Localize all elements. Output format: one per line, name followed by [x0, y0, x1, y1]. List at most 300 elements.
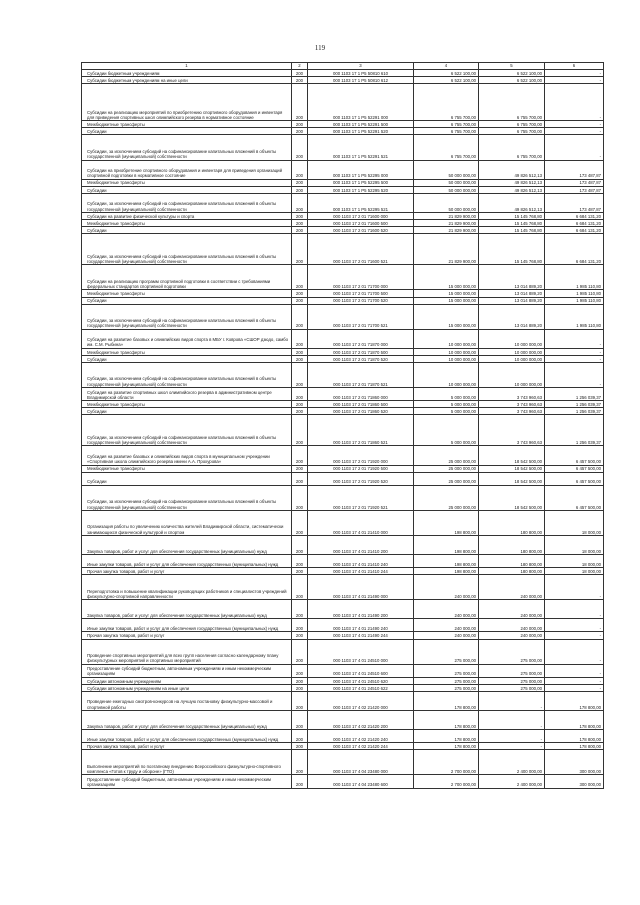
row-name: Субсидии бюджетным учреждениям на иные цели [82, 77, 292, 84]
table-row [82, 84, 604, 121]
row-executed-amount: 15 145 768,80 [479, 212, 545, 219]
row-plan-amount: 21 829 900,00 [414, 227, 479, 234]
row-code: 200 [292, 446, 308, 465]
row-code: 200 [292, 220, 308, 227]
table-row [82, 220, 604, 227]
table-row [82, 472, 604, 485]
row-executed-amount: 15 145 768,80 [479, 220, 545, 227]
column-header: 4 [414, 63, 479, 70]
table-row [82, 485, 604, 510]
row-code: 200 [292, 329, 308, 348]
row-plan-amount: 198 800,00 [414, 510, 479, 535]
table-row [82, 619, 604, 632]
row-unexecuted-amount: - [545, 600, 604, 619]
row-name: Предоставление субсидий бюджетным, автономным учреждениям и иным некоммерческим организациям [82, 664, 292, 677]
row-kbk: 000 1103 17 1 Р5 52291 521 [308, 135, 414, 160]
row-executed-amount: - [479, 730, 545, 743]
row-name: Субсидии, за исключением субсидий на софинансирование капитальных вложений в объекты государственной (муниципальной) собственности [82, 415, 292, 446]
table-row [82, 730, 604, 743]
row-kbk: 000 1103 17 2 01 71860 000 [308, 388, 414, 401]
row-code: 200 [292, 179, 308, 186]
row-kbk: 000 1103 17 4 04 23480 000 [308, 750, 414, 775]
row-plan-amount: 275 000,00 [414, 677, 479, 684]
row-unexecuted-amount: 6 457 500,00 [545, 465, 604, 472]
row-executed-amount: - [479, 743, 545, 750]
table-row [82, 329, 604, 348]
row-name: Выполнение мероприятий по поэтапному внедрению Всероссийского физкультурно-спортивного комплекса «Готов к труду и обороне» (ГТО) [82, 750, 292, 775]
table-row [82, 408, 604, 415]
row-unexecuted-amount: 1 256 039,37 [545, 408, 604, 415]
row-kbk: 000 1103 17 2 01 71860 521 [308, 415, 414, 446]
row-name: Субсидии автономным учреждениям [82, 677, 292, 684]
row-code: 200 [292, 415, 308, 446]
row-kbk: 000 1103 17 2 01 71600 521 [308, 234, 414, 265]
table-row [82, 415, 604, 446]
table-row [82, 234, 604, 265]
row-unexecuted-amount: 178 800,00 [545, 711, 604, 730]
row-unexecuted-amount: 6 684 131,20 [545, 212, 604, 219]
table-row [82, 401, 604, 408]
row-name: Субсидии, за исключением субсидий на софинансирование капитальных вложений в объекты государственной (муниципальной) собственности [82, 193, 292, 212]
row-executed-amount: 6 755 700,00 [479, 84, 545, 121]
row-code: 200 [292, 128, 308, 135]
row-code: 200 [292, 121, 308, 128]
row-code: 200 [292, 297, 308, 304]
row-name: Межбюджетные трансферты [82, 179, 292, 186]
row-plan-amount: 240 000,00 [414, 575, 479, 600]
row-executed-amount: 3 743 960,63 [479, 388, 545, 401]
row-executed-amount: 13 014 889,20 [479, 297, 545, 304]
row-name: Субсидии на развитие физической культуры и спорта [82, 212, 292, 219]
row-plan-amount: 50 000 000,00 [414, 179, 479, 186]
row-plan-amount: 6 755 700,00 [414, 135, 479, 160]
row-code: 200 [292, 212, 308, 219]
table-row [82, 465, 604, 472]
row-executed-amount: 18 542 500,00 [479, 485, 545, 510]
table-row [82, 160, 604, 179]
row-unexecuted-amount: 178 800,00 [545, 691, 604, 710]
row-kbk: 000 1103 17 4 01 21490 240 [308, 619, 414, 632]
row-name: Проведение спортивных мероприятий для всех групп населения согласно календарному плану физкультурных мероприятий и спортивных мероприятий [82, 639, 292, 664]
row-unexecuted-amount: 6 684 131,20 [545, 227, 604, 234]
row-unexecuted-amount: 1 985 110,80 [545, 304, 604, 329]
row-executed-amount: 275 000,00 [479, 677, 545, 684]
row-kbk: 000 1103 17 4 02 21420 244 [308, 743, 414, 750]
row-plan-amount: 15 000 000,00 [414, 290, 479, 297]
row-unexecuted-amount: - [545, 664, 604, 677]
row-name: Прочая закупка товаров, работ и услуг [82, 632, 292, 639]
row-executed-amount: 49 826 512,13 [479, 179, 545, 186]
row-executed-amount: 275 000,00 [479, 664, 545, 677]
row-plan-amount: 5 000 000,00 [414, 408, 479, 415]
row-code: 200 [292, 355, 308, 362]
row-code: 200 [292, 227, 308, 234]
row-plan-amount: 178 800,00 [414, 711, 479, 730]
row-plan-amount: 10 000 000,00 [414, 348, 479, 355]
row-unexecuted-amount: - [545, 619, 604, 632]
row-plan-amount: 21 829 900,00 [414, 212, 479, 219]
row-plan-amount: 6 755 700,00 [414, 128, 479, 135]
row-kbk: 000 1103 17 2 01 71920 500 [308, 465, 414, 472]
row-unexecuted-amount: 300 000,00 [545, 750, 604, 775]
row-kbk: 000 1103 17 1 Р5 50810 612 [308, 77, 414, 84]
row-name: Межбюджетные трансферты [82, 465, 292, 472]
row-name: Организация работы по увеличению количества жителей Владимирской области, систематически занимающихся физической культурой и спортом [82, 510, 292, 535]
row-kbk: 000 1103 17 4 01 21490 244 [308, 632, 414, 639]
row-unexecuted-amount: 1 256 039,37 [545, 401, 604, 408]
row-plan-amount: 6 755 700,00 [414, 84, 479, 121]
row-plan-amount: 198 800,00 [414, 568, 479, 575]
row-executed-amount: 6 522 100,00 [479, 70, 545, 77]
row-code: 200 [292, 750, 308, 775]
row-name: Субсидии, за исключением субсидий на софинансирование капитальных вложений в объекты государственной (муниципальной) собственности [82, 135, 292, 160]
row-kbk: 000 1103 17 2 01 71600 520 [308, 227, 414, 234]
row-code: 200 [292, 619, 308, 632]
row-unexecuted-amount: 6 457 500,00 [545, 446, 604, 465]
row-plan-amount: 15 000 000,00 [414, 297, 479, 304]
row-executed-amount: 18 542 500,00 [479, 472, 545, 485]
row-name: Проведение ежегодных смотров-конкурсов на лучшую постановку физкультурно-массовой и спортивной работы [82, 691, 292, 710]
row-name: Субсидия на развитие базовых и олимпийских видов спорта в МБУ г. Коврова «СШОР дзюдо, самбо им. С.М. Рыбина» [82, 329, 292, 348]
row-executed-amount: 2 400 000,00 [479, 775, 545, 788]
row-kbk: 000 1103 17 4 04 23480 600 [308, 775, 414, 788]
row-executed-amount: 180 800,00 [479, 555, 545, 568]
column-header: 6 [545, 63, 604, 70]
row-code: 200 [292, 77, 308, 84]
row-code: 200 [292, 265, 308, 290]
row-executed-amount: 49 826 512,13 [479, 186, 545, 193]
row-name: Закупка товаров, работ и услуг для обеспечения государственных (муниципальных) нужд [82, 600, 292, 619]
row-code: 200 [292, 84, 308, 121]
table-row [82, 227, 604, 234]
row-unexecuted-amount: - [545, 362, 604, 387]
row-plan-amount: 50 000 000,00 [414, 193, 479, 212]
row-name: Субсидии, за исключением субсидий на софинансирование капитальных вложений в объекты государственной (муниципальной) собственности [82, 362, 292, 387]
row-code: 200 [292, 555, 308, 568]
row-code: 200 [292, 600, 308, 619]
row-executed-amount: - [479, 711, 545, 730]
row-plan-amount: 6 755 700,00 [414, 121, 479, 128]
row-code: 200 [292, 160, 308, 179]
row-plan-amount: 2 700 000,00 [414, 775, 479, 788]
row-unexecuted-amount: - [545, 121, 604, 128]
table-row [82, 355, 604, 362]
table-row [82, 265, 604, 290]
row-code: 200 [292, 632, 308, 639]
table-row [82, 135, 604, 160]
table-row [82, 639, 604, 664]
row-name: Субсидия на развитие спортивных школ олимпийского резерва в административном центре Владимирской области [82, 388, 292, 401]
row-executed-amount: - [479, 691, 545, 710]
row-unexecuted-amount: 6 684 131,20 [545, 220, 604, 227]
row-executed-amount: 18 542 500,00 [479, 465, 545, 472]
row-unexecuted-amount: - [545, 135, 604, 160]
row-kbk: 000 1103 17 4 02 21420 200 [308, 711, 414, 730]
table-row [82, 446, 604, 465]
column-header: 1 [82, 63, 292, 70]
row-plan-amount: 5 000 000,00 [414, 415, 479, 446]
table-row [82, 77, 604, 84]
column-header: 3 [308, 63, 414, 70]
row-name: Субсидии автономным учреждениям на иные цели [82, 684, 292, 691]
row-executed-amount: 3 743 960,63 [479, 401, 545, 408]
row-code: 200 [292, 401, 308, 408]
table-row [82, 388, 604, 401]
table-row [82, 510, 604, 535]
row-code: 200 [292, 639, 308, 664]
row-code: 200 [292, 362, 308, 387]
table-row [82, 684, 604, 691]
table-row [82, 600, 604, 619]
table-row [82, 750, 604, 775]
row-unexecuted-amount: 18 000,00 [545, 555, 604, 568]
row-kbk: 000 1103 17 2 01 71870 500 [308, 348, 414, 355]
row-name: Субсидии [82, 227, 292, 234]
row-executed-amount: 6 522 100,00 [479, 77, 545, 84]
table-row [82, 348, 604, 355]
row-plan-amount: 25 000 000,00 [414, 472, 479, 485]
row-name: Субсидии на приобретение спортивного оборудования и инвентаря для приведения организаций спортивной подготовки в нормативное состояние [82, 160, 292, 179]
row-code: 200 [292, 408, 308, 415]
row-executed-amount: 10 000 000,00 [479, 355, 545, 362]
row-unexecuted-amount: - [545, 575, 604, 600]
row-code: 200 [292, 677, 308, 684]
table-row [82, 743, 604, 750]
row-kbk: 000 1103 17 4 02 21420 000 [308, 691, 414, 710]
row-code: 200 [292, 775, 308, 788]
row-unexecuted-amount: - [545, 128, 604, 135]
budget-execution-table [81, 62, 604, 789]
row-unexecuted-amount: 6 457 500,00 [545, 485, 604, 510]
row-kbk: 000 1103 17 4 01 24510 600 [308, 664, 414, 677]
row-kbk: 000 1103 17 1 Р5 52291 500 [308, 121, 414, 128]
row-name: Межбюджетные трансферты [82, 121, 292, 128]
row-unexecuted-amount: 1 256 039,37 [545, 388, 604, 401]
table-row [82, 212, 604, 219]
row-kbk: 000 1103 17 4 01 21410 200 [308, 535, 414, 554]
row-executed-amount: 275 000,00 [479, 684, 545, 691]
row-unexecuted-amount: 6 684 131,20 [545, 234, 604, 265]
table-row [82, 691, 604, 710]
row-executed-amount: 13 014 889,20 [479, 304, 545, 329]
row-unexecuted-amount: 1 256 039,37 [545, 415, 604, 446]
row-name: Переподготовка и повышение квалификации руководящих работников и специалистов учреждений физкультурно-спортивной направленности [82, 575, 292, 600]
table-body [82, 70, 604, 789]
row-unexecuted-amount: - [545, 677, 604, 684]
row-name: Прочая закупка товаров, работ и услуг [82, 568, 292, 575]
table-row [82, 304, 604, 329]
row-name: Субсидии [82, 355, 292, 362]
row-unexecuted-amount: 18 000,00 [545, 535, 604, 554]
row-kbk: 000 1103 17 2 01 71870 520 [308, 355, 414, 362]
row-code: 200 [292, 348, 308, 355]
table-row [82, 632, 604, 639]
row-code: 200 [292, 730, 308, 743]
row-unexecuted-amount: - [545, 684, 604, 691]
table-row [82, 179, 604, 186]
row-kbk: 000 1103 17 2 01 71700 521 [308, 304, 414, 329]
row-code: 200 [292, 743, 308, 750]
row-executed-amount: 240 000,00 [479, 575, 545, 600]
row-unexecuted-amount: 6 457 500,00 [545, 472, 604, 485]
row-executed-amount: 3 743 960,63 [479, 415, 545, 446]
row-executed-amount: 10 000 000,00 [479, 348, 545, 355]
row-name: Субсидии на реализацию мероприятий по приобретению спортивного оборудования и инвентаря для приведения спортивных школ олимпийского резерва в нормативное состояние [82, 84, 292, 121]
row-code: 200 [292, 684, 308, 691]
row-code: 200 [292, 290, 308, 297]
page-number: 119 [314, 44, 326, 52]
row-name: Субсидии [82, 128, 292, 135]
row-kbk: 000 1103 17 2 01 71920 520 [308, 472, 414, 485]
table-row [82, 677, 604, 684]
row-name: Субсидии [82, 408, 292, 415]
row-code: 200 [292, 135, 308, 160]
row-code: 200 [292, 388, 308, 401]
row-plan-amount: 178 800,00 [414, 743, 479, 750]
row-plan-amount: 25 000 000,00 [414, 485, 479, 510]
row-plan-amount: 240 000,00 [414, 600, 479, 619]
row-plan-amount: 178 800,00 [414, 691, 479, 710]
row-name: Иные закупки товаров, работ и услуг для обеспечения государственных (муниципальных) нужд [82, 730, 292, 743]
row-code: 200 [292, 465, 308, 472]
row-executed-amount: 240 000,00 [479, 619, 545, 632]
row-name: Межбюджетные трансферты [82, 220, 292, 227]
row-unexecuted-amount: - [545, 84, 604, 121]
row-kbk: 000 1103 17 4 02 21420 240 [308, 730, 414, 743]
table-row [82, 193, 604, 212]
row-plan-amount: 21 829 900,00 [414, 220, 479, 227]
row-plan-amount: 5 000 000,00 [414, 388, 479, 401]
row-kbk: 000 1103 17 4 01 24510 620 [308, 677, 414, 684]
row-executed-amount: 13 014 889,20 [479, 265, 545, 290]
row-kbk: 000 1103 17 4 01 21490 000 [308, 575, 414, 600]
row-kbk: 000 1103 17 2 01 71600 500 [308, 220, 414, 227]
row-plan-amount: 198 800,00 [414, 555, 479, 568]
row-name: Предоставление субсидий бюджетным, автономным учреждениям и иным некоммерческим организациям [82, 775, 292, 788]
row-executed-amount: 275 000,00 [479, 639, 545, 664]
row-unexecuted-amount: - [545, 348, 604, 355]
row-code: 200 [292, 664, 308, 677]
row-unexecuted-amount: 178 800,00 [545, 743, 604, 750]
row-kbk: 000 1103 17 2 01 71870 000 [308, 329, 414, 348]
row-executed-amount: 240 000,00 [479, 600, 545, 619]
row-plan-amount: 240 000,00 [414, 632, 479, 639]
row-kbk: 000 1103 17 2 01 71700 000 [308, 265, 414, 290]
table-row [82, 121, 604, 128]
row-plan-amount: 275 000,00 [414, 639, 479, 664]
row-executed-amount: 18 542 500,00 [479, 446, 545, 465]
row-unexecuted-amount: - [545, 355, 604, 362]
row-executed-amount: 6 755 700,00 [479, 128, 545, 135]
row-code: 200 [292, 472, 308, 485]
row-kbk: 000 1103 17 4 01 21410 244 [308, 568, 414, 575]
row-unexecuted-amount: - [545, 329, 604, 348]
row-unexecuted-amount: 1 985 110,80 [545, 290, 604, 297]
row-plan-amount: 50 000 000,00 [414, 160, 479, 179]
row-unexecuted-amount: - [545, 70, 604, 77]
row-plan-amount: 50 000 000,00 [414, 186, 479, 193]
row-name: Прочая закупка товаров, работ и услуг [82, 743, 292, 750]
table-row [82, 711, 604, 730]
row-name: Межбюджетные трансферты [82, 348, 292, 355]
row-executed-amount: 49 826 512,13 [479, 160, 545, 179]
table-row [82, 128, 604, 135]
row-unexecuted-amount: 173 487,87 [545, 193, 604, 212]
row-plan-amount: 6 522 100,00 [414, 70, 479, 77]
row-kbk: 000 1103 17 1 Р5 52295 520 [308, 186, 414, 193]
row-executed-amount: 15 145 768,80 [479, 227, 545, 234]
row-name: Иные закупки товаров, работ и услуг для обеспечения государственных (муниципальных) нужд [82, 619, 292, 632]
row-kbk: 000 1103 17 4 01 21410 000 [308, 510, 414, 535]
row-name: Закупка товаров, работ и услуг для обеспечения государственных (муниципальных) нужд [82, 711, 292, 730]
row-executed-amount: 49 826 512,13 [479, 193, 545, 212]
table-row [82, 186, 604, 193]
table-row [82, 535, 604, 554]
row-name: Субсидии [82, 472, 292, 485]
row-code: 200 [292, 568, 308, 575]
table-row [82, 575, 604, 600]
row-unexecuted-amount: 300 000,00 [545, 775, 604, 788]
row-kbk: 000 1103 17 2 01 71870 521 [308, 362, 414, 387]
row-plan-amount: 10 000 000,00 [414, 362, 479, 387]
row-name: Субсидии [82, 297, 292, 304]
table-row [82, 297, 604, 304]
row-kbk: 000 1103 17 4 01 24510 622 [308, 684, 414, 691]
row-code: 200 [292, 193, 308, 212]
row-kbk: 000 1103 17 2 01 71700 500 [308, 290, 414, 297]
row-plan-amount: 2 700 000,00 [414, 750, 479, 775]
row-kbk: 000 1103 17 2 01 71920 521 [308, 485, 414, 510]
row-code: 200 [292, 234, 308, 265]
table-row [82, 568, 604, 575]
row-name: Субсидии, за исключением субсидий на софинансирование капитальных вложений в объекты государственной (муниципальной) собственности [82, 485, 292, 510]
row-name: Закупка товаров, работ и услуг для обеспечения государственных (муниципальных) нужд [82, 535, 292, 554]
row-plan-amount: 5 000 000,00 [414, 401, 479, 408]
column-header: 2 [292, 63, 308, 70]
column-number-row [82, 63, 604, 70]
row-unexecuted-amount: - [545, 639, 604, 664]
row-plan-amount: 275 000,00 [414, 664, 479, 677]
row-code: 200 [292, 304, 308, 329]
row-executed-amount: 180 800,00 [479, 510, 545, 535]
row-executed-amount: 3 743 960,63 [479, 408, 545, 415]
row-kbk: 000 1103 17 4 01 21410 240 [308, 555, 414, 568]
table-row [82, 362, 604, 387]
row-name: Субсидия на развитие базовых и олимпийских видов спорта в муниципальном учреждении «Спортивная школа олимпийского резерва имени А.А. Прохурова» [82, 446, 292, 465]
row-unexecuted-amount: 1 985 110,80 [545, 297, 604, 304]
row-kbk: 000 1103 17 1 Р5 52291 000 [308, 84, 414, 121]
column-header: 5 [479, 63, 545, 70]
row-plan-amount: 240 000,00 [414, 619, 479, 632]
row-plan-amount: 25 000 000,00 [414, 446, 479, 465]
row-executed-amount: 6 755 700,00 [479, 121, 545, 128]
row-executed-amount: 180 800,00 [479, 568, 545, 575]
row-unexecuted-amount: 18 000,00 [545, 510, 604, 535]
row-name: Межбюджетные трансферты [82, 401, 292, 408]
row-name: Субсидии на реализацию программ спортивной подготовки в соответствии с требованиями федеральных стандартов спортивной подготовки [82, 265, 292, 290]
row-executed-amount: 6 755 700,00 [479, 135, 545, 160]
row-kbk: 000 1103 17 2 01 71920 000 [308, 446, 414, 465]
row-plan-amount: 25 000 000,00 [414, 465, 479, 472]
row-executed-amount: 15 145 768,80 [479, 234, 545, 265]
row-executed-amount: 13 014 889,20 [479, 290, 545, 297]
row-code: 200 [292, 485, 308, 510]
row-unexecuted-amount: 178 800,00 [545, 730, 604, 743]
row-executed-amount: 240 000,00 [479, 632, 545, 639]
row-code: 200 [292, 510, 308, 535]
row-name: Субсидии, за исключением субсидий на софинансирование капитальных вложений в объекты государственной (муниципальной) собственности [82, 304, 292, 329]
row-unexecuted-amount: 1 985 110,80 [545, 265, 604, 290]
